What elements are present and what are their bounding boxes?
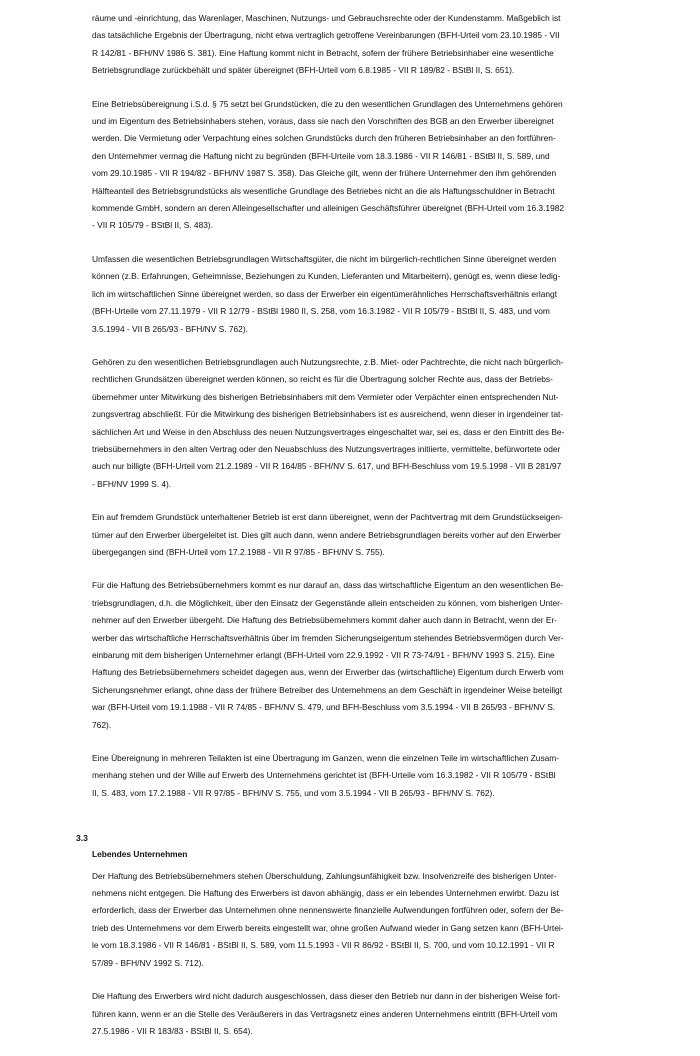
text-line: werber das wirtschaftliche Herrschaftsverhältnis über im fremden Sicherungseigentum stehendes Betriebsvermögen durch Ver- [92, 632, 564, 643]
text-line: vom 29.10.1985 - VII R 194/82 - BFH/NV 1987 S. 358). Das Gleiche gilt, wenn der frühere Unternehmer den ihm gehörenden [92, 168, 557, 179]
text-line: werden. Die Vermietung oder Verpachtung eines solchen Grundstücks durch den früheren Betriebsinhaber an den fortführen- [92, 133, 556, 144]
text-line: Umfassen die wesentlichen Betriebsgrundlagen Wirtschaftsgüter, die nicht im bürgerlich-rechtlichen Sinne übereignet werden [92, 253, 557, 264]
text-line: 3.5.1994 - VII B 265/93 - BFH/NV S. 762). [92, 323, 248, 334]
text-line: triebsgrundlagen, d.h. die Möglichkeit, über den Einsatz der Gegenstände allein entscheiden zu können, vom bisherigen Unter- [92, 597, 563, 608]
text-line: Sicherungsnehmer erlangt, ohne dass der frühere Betreiber des Unternehmens an dem Geschäft in irgendeiner Weise beteiligt [92, 684, 563, 695]
text-line: (BFH-Urteile vom 27.11.1979 - VII R 12/79 - BStBl 1980 II, S. 258, vom 16.3.1982 - VII R 105/79 - BStBl II, S. 483, und vom [92, 306, 550, 317]
text-line: - BFH/NV 1999 S. 4). [92, 478, 172, 489]
text-line: triebsübernehmers in den alten Vertrag oder den Neuabschluss des Nutzungsvertrages initiierte, vermittelte, befürwortete oder [92, 443, 561, 454]
text-line: erforderlich, dass der Erwerber das Unternehmen ohne nennenswerte finanzielle Aufwendungen fortführen oder, sofern der Be- [92, 905, 564, 916]
text-line: Für die Haftung des Betriebsübernehmers kommt es nur darauf an, dass das wirtschaftliche Eigentum an den wesentlichen Be- [92, 580, 564, 591]
text-line: können (z.B. Erfahrungen, Geheimnisse, Beziehungen zu Kunden, Lieferanten und Mitarbeitern), genügt es, wenn diese ledig- [92, 271, 561, 282]
paragraphs-after-heading [92, 868, 612, 1041]
text-line: 57/89 - BFH/NV 1992 S. 712). [92, 957, 204, 968]
text-line: den Unternehmer vermag die Haftung nicht zu begründen (BFH-Urteile vom 18.3.1986 - VII R 146/81 - BStBl II, S. 589, und [92, 150, 550, 161]
text-line: Gehören zu den wesentlichen Betriebsgrundlagen auch Nutzungsrechte, z.B. Miet- oder Pachtrechte, die nicht nach bürgerlich- [92, 356, 564, 367]
text-line: übernehmer unter Mitwirkung des bisherigen Betriebsinhabers mit dem Vermieter oder Verpächter einen entsprechenden Nut- [92, 391, 559, 402]
text-line: tümer auf den Erwerber übergeleitet ist. Dies gilt auch dann, wenn andere Betriebsgrundlagen bereits vorher auf den Erwerber [92, 529, 561, 540]
text-line: auch nur billigte (BFH-Urteil vom 21.2.1989 - VII R 164/85 - BFH/NV S. 617, und BFH-Beschluss vom 19.5.1998 - VII B 281/97 [92, 461, 562, 472]
paragraphs-before-heading [92, 10, 612, 802]
text-line: Eine Betriebsübereignung i.S.d. § 75 setzt bei Grundstücken, die zu den wesentlichen Grundlagen des Unternehmens gehören [92, 98, 563, 109]
text-line: - VII R 105/79 - BStBl II, S. 483). [92, 220, 214, 231]
section-number-marker: 3.3 [76, 833, 88, 843]
text-line: nehmer auf den Erwerber übergeht. Die Haftung des Betriebsübernehmers kommt daher auch dann in Betracht, wenn der Er- [92, 615, 558, 626]
text-line: menhang stehen und der Wille auf Erwerb des Unternehmens gerichtet ist (BFH-Urteile vom 16.3.1982 - VII R 105/79 - BStBl [92, 770, 556, 781]
text-line: das tatsächliche Ergebnis der Übertragung, nicht etwa vertraglich getroffene Vereinbarungen (BFH-Urteil vom 23.10.1985 - VII [92, 30, 560, 41]
body-paragraph [92, 750, 612, 802]
text-line: Die Haftung des Erwerbers wird nicht dadurch ausgeschlossen, dass dieser den Betrieb nur dann in der bisherigen Weise fort- [92, 991, 561, 1002]
text-line: übergegangen sind (BFH-Urteil vom 17.2.1988 - VII R 97/85 - BFH/NV S. 755). [92, 546, 385, 557]
text-line: nehmens nicht entgegen. Die Haftung des Erwerbers ist davon abhängig, dass er ein lebendes Unternehmen erwirbt. Dazu ist [92, 888, 559, 899]
body-paragraph [92, 988, 612, 1040]
text-line: einbarung mit dem bisherigen Unternehmer erlangt (BFH-Urteil vom 22.9.1992 - VII R 73-74/91 - BFH/NV 1993 S. 215). Eine [92, 650, 555, 660]
text-line: Haftung des Betriebsübernehmers scheidet dagegen aus, wenn der Erwerber das (wirtschaftliche) Eigentum durch Erwerb vom [92, 667, 564, 678]
text-line: Eine Übereignung in mehreren Teilakten ist eine Übertragung im Ganzen, wenn die einzelnen Teile im wirtschaftlichen Zusam- [92, 753, 560, 764]
text-line: R 142/81 - BFH/NV 1986 S. 381). Eine Haftung kommt nicht in Betracht, sofern der frühere Betriebsinhaber eine wesentliche [92, 47, 554, 58]
text-line: Betriebsgrundlage zurückbehält und später übereignet (BFH-Urteil vom 6.8.1985 - VII R 189/82 - BStBl II, S. 651). [92, 65, 515, 76]
text-line: kommende GmbH, sondern an deren Alleingesellschafter und alleinigen Geschäftsführer übereignet (BFH-Urteil vom 16.3.1982 [92, 203, 565, 214]
text-line: 27.5.1986 - VII R 183/83 - BStBl II, S. 654). [92, 1025, 253, 1036]
text-line: zungsvertrag abschließt. Für die Mitwirkung des bisherigen Betriebsinhabers ist es ausreichend, wenn dieser in irgendeiner tat- [92, 409, 564, 420]
body-paragraph [92, 577, 612, 734]
text-line: II, S. 483, vom 17.2.1988 - VII R 97/85 - BFH/NV S. 755, und vom 3.5.1994 - VII B 265/93 - BFH/NV S. 762). [92, 787, 495, 798]
text-line: rechtlichen Grundsätzen übereignet werden können, so reicht es für die Übertragung solcher Rechte aus, dass der Betriebs- [92, 374, 553, 385]
text-line: Hälfteanteil des Betriebsgrundstücks als wesentliche Grundlage des Betriebes nicht an die als Haftungsschuldner in Betracht [92, 185, 555, 196]
section-heading: Lebendes Unternehmen [92, 849, 188, 860]
text-line: räume und -einrichtung, das Warenlager, Maschinen, Nutzungs- und Gebrauchsrechte oder der Kundenstamm. Maßgeblich ist [92, 13, 561, 23]
body-paragraph [92, 251, 612, 338]
text-line: le vom 18.3.1986 - VII R 146/81 - BStBl II, S. 589, vom 11.5.1993 - VII R 86/92 - BStBl II, S. 700, und vom 10.12.1991 - VII R [92, 940, 555, 951]
text-line: 762). [92, 719, 112, 730]
text-line: lich im wirtschaftlichen Sinne übereignet werden, so dass der Erwerber ein eigentümerähnliches Herrschaftsverhältnis erlangt [92, 288, 558, 299]
body-paragraph [92, 96, 612, 235]
body-paragraph [92, 868, 612, 972]
text-column [92, 10, 612, 1056]
text-line: Ein auf fremdem Grundstück unterhaltener Betrieb ist erst dann übereignet, wenn der Pachtvertrag mit dem Grundstückseigen- [92, 512, 563, 523]
text-line: trieb des Unternehmens vor dem Erwerb bereits eingestellt war, ohne großen Aufwand wieder in Gang setzen kann (BFH-Urtei- [92, 922, 564, 933]
body-paragraph [92, 354, 612, 493]
text-line: führen kann, wenn er an die Stelle des Veräußerers in das Vertragsnetz eines anderen Unternehmens eintritt (BFH-Urteil vom [92, 1008, 558, 1019]
text-line: Der Haftung des Betriebsübernehmers stehen Überschuldung, Zahlungsunfähigkeit bzw. Insolvenzreife des bisherigen Unter- [92, 870, 557, 881]
text-line: war (BFH-Urteil vom 19.1.1988 - VII R 74/85 - BFH/NV S. 479, und BFH-Beschluss vom 3.5.1994 - VII B 265/93 - BFH/NV S. [92, 702, 556, 713]
text-line: sächlichen Art und Weise in den Abschluss des neuen Nutzungsvertrages eingeschaltet war, sei es, dass er den Eintritt des Be- [92, 426, 565, 437]
body-paragraph [92, 10, 612, 80]
body-paragraph [92, 509, 612, 561]
text-line: und im Eigentum des Betriebsinhabers stehen, voraus, dass sie nach den Vorschriften des BGB an den Erwerber übereignet [92, 116, 554, 127]
